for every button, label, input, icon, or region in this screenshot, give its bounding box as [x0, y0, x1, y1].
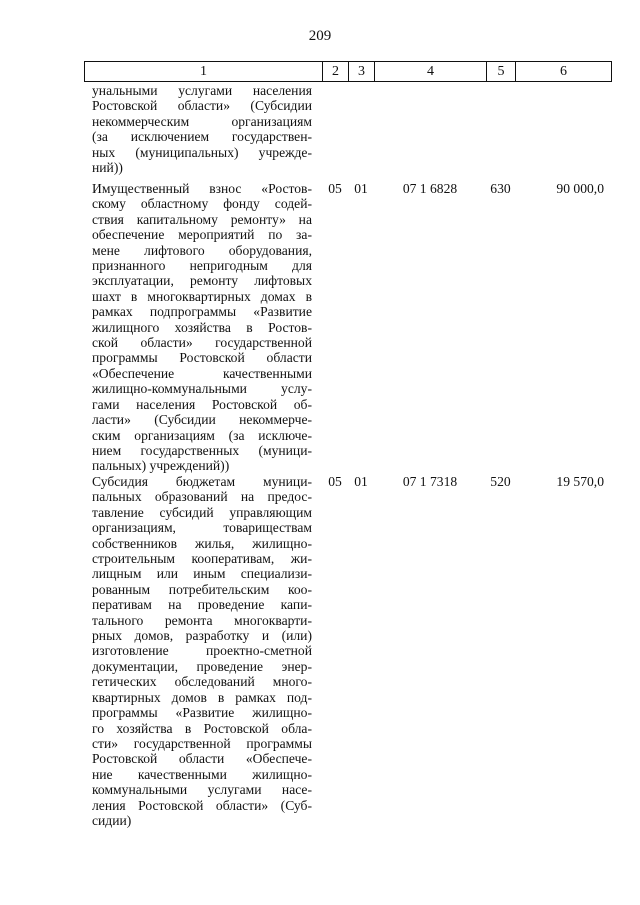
row-subsection: 01 — [354, 474, 368, 489]
description-line: признанного непригодным для — [92, 258, 312, 274]
description-line: скому областному фонду содей- — [92, 196, 312, 212]
row-target-article: 07 1 6828 — [402, 181, 458, 196]
row-section — [322, 83, 348, 175]
description-line: Ростовской области» (Субсидии — [92, 98, 312, 114]
description-line: программы Ростовской области — [92, 350, 312, 366]
description-line: коммунальными услугами насе- — [92, 782, 312, 798]
row-subsection — [348, 83, 374, 175]
description-line: документации, проведение энер- — [92, 658, 312, 674]
description-line: рамках подпрограммы «Развитие — [92, 304, 312, 320]
description-line: сти» государственной программы — [92, 735, 312, 751]
description-line: некоммерческим организациям — [92, 113, 312, 129]
description-line: ние качественными жилищно- — [92, 766, 312, 782]
table-row — [84, 83, 610, 175]
header-col-5: 5 — [487, 62, 516, 81]
header-col-1: 1 — [85, 62, 323, 81]
header-col-2: 2 — [323, 62, 349, 81]
row-section: 05 — [328, 474, 342, 489]
header-col-3: 3 — [349, 62, 375, 81]
row-amount: 19 570,0 — [556, 474, 604, 489]
description-line: ствия капитальному ремонту» на — [92, 211, 312, 227]
description-line: ской области» государственной — [92, 335, 312, 351]
description-line: Имущественный взнос «Ростов- — [92, 181, 312, 196]
table-row — [84, 474, 610, 828]
row-expense-type: 520 — [490, 474, 511, 489]
description-line: мене лифтового оборудования, — [92, 242, 312, 258]
header-col-6: 6 — [560, 63, 567, 79]
description-line: унальными услугами населения — [92, 83, 312, 98]
description-line: рованным потребительским коо- — [92, 581, 312, 597]
row-expense-type — [486, 83, 515, 175]
description-line: организациям, товариществам — [92, 520, 312, 536]
header-col-4: 4 — [375, 62, 487, 81]
description-line: Субсидия бюджетам муници- — [92, 474, 312, 489]
description-line: «Обеспечение качественными — [92, 365, 312, 381]
row-target-article — [374, 83, 486, 175]
description-line: жилищно-коммунальными услу- — [92, 381, 312, 397]
description-line: гетических обследований много- — [92, 674, 312, 690]
table-row — [84, 181, 610, 474]
description-line: Ростовской области «Обеспече- — [92, 751, 312, 767]
description-line: ний)) — [92, 160, 123, 176]
row-amount — [515, 83, 610, 175]
row-description — [84, 474, 322, 828]
description-line: строительным кооперативам, жи- — [92, 551, 312, 567]
row-description — [84, 83, 322, 175]
row-target-article: 07 1 7318 — [402, 474, 458, 489]
description-line: собственников жилья, жилищно- — [92, 535, 312, 551]
description-line: тавление субсидий управляющим — [92, 504, 312, 520]
description-line: ласти» (Субсидии некоммерче- — [92, 412, 312, 428]
description-line: обеспечение мероприятий по за- — [92, 227, 312, 243]
row-section: 05 — [328, 181, 342, 196]
description-line: го хозяйства в Ростовской обла- — [92, 720, 312, 736]
description-line: сидии) — [92, 812, 132, 828]
row-amount: 90 000,0 — [556, 181, 604, 196]
description-line: нием государственных (муници- — [92, 442, 312, 458]
description-line: ления Ростовской области» (Суб- — [92, 797, 312, 813]
description-line: ных (муниципальных) учрежде- — [92, 144, 312, 160]
description-line: перативам на проведение капи- — [92, 597, 312, 613]
row-subsection: 01 — [354, 181, 368, 196]
description-line: рных домов, разработку и (или) — [92, 628, 312, 644]
description-line: изготовление проектно-сметной — [92, 643, 312, 659]
description-line: эксплуатации, ремонту лифтовых — [92, 273, 312, 289]
description-line: квартирных домов в рамках под- — [92, 689, 312, 705]
description-line: жилищного хозяйства в Ростов- — [92, 319, 312, 335]
description-line: пальных образований на предос- — [92, 489, 312, 505]
description-line: ским организациям (за исключе- — [92, 427, 312, 443]
row-description — [84, 181, 322, 474]
page-number: 209 — [308, 28, 332, 44]
description-line: шахт в многоквартирных домах в — [92, 288, 312, 304]
description-line: программы «Развитие жилищно- — [92, 705, 312, 721]
description-line: гами населения Ростовской об- — [92, 396, 312, 412]
row-expense-type: 630 — [490, 181, 511, 196]
description-line: тального ремонта многокварти- — [92, 612, 312, 628]
description-line: лищным или иным специализи- — [92, 566, 312, 582]
description-line: пальных) учреждений)) — [92, 458, 230, 474]
description-line: (за исключением государствен- — [92, 129, 312, 145]
table-header-row — [84, 61, 612, 82]
